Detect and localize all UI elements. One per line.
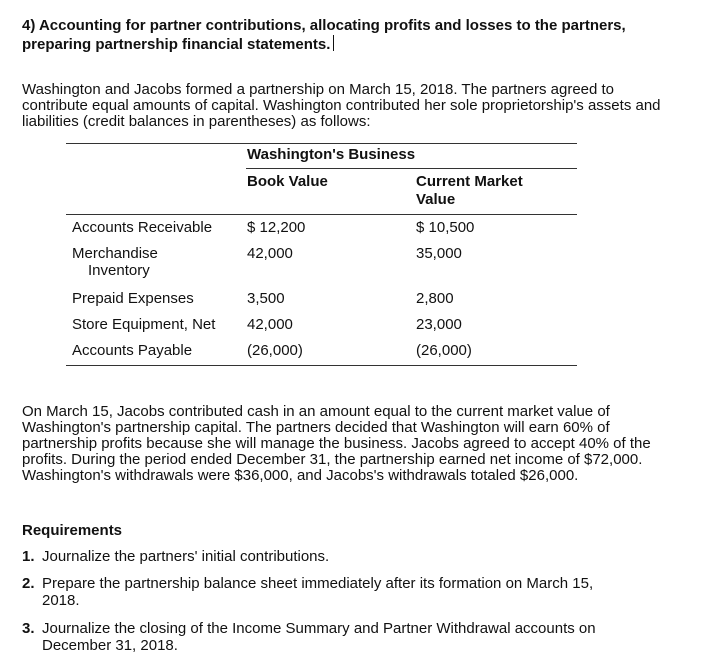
row-market: 2,800 [416,290,454,307]
group-header-rule [246,168,577,169]
scenario-paragraph: On March 15, Jacobs contributed cash in an amount equal to the current market value of Washington's partnership capital. The partners decided that Washington will earn 60% of partnership profits because she will manage the business. Jacobs agreed to accept 40% of the profits. During the period ended December 31, the partnership earned net income of $72,000. Washington's withdrawals were $36,000, and Jacobs's withdrawals totaled $26,000. [22,403,651,484]
row-market: (26,000) [416,342,472,359]
row-book: 42,000 [247,316,293,333]
row-label-cont: Inventory [88,262,150,279]
row-label: Prepaid Expenses [72,290,194,307]
intro-paragraph: Washington and Jacobs formed a partnership on March 15, 2018. The partners agreed to contribute equal amounts of capital. Washington contributed her sole proprietorship's assets and liabilities (credit balances in parentheses) as follows: [22,81,661,130]
row-label: Accounts Payable [72,342,193,359]
requirements-title: Requirements [22,522,123,539]
row-market: 35,000 [416,245,462,262]
header-bottom-rule [66,214,577,215]
row-book: 3,500 [247,290,285,307]
col-market-value-line1: Current Market [416,173,523,190]
table-top-rule [66,143,577,144]
col-market-value-line2: Value [416,191,456,208]
row-book: 42,000 [247,245,293,262]
problem-heading [22,16,662,54]
group-header: Washington's Business [247,146,416,163]
text-cursor [333,35,334,51]
col-book-value: Book Value [247,173,328,190]
table-bottom-rule [66,365,577,366]
row-label: Merchandise [72,245,158,262]
requirement-2: 2. Prepare the partnership balance sheet immediately after its formation on March 15, 2018. [22,575,594,609]
row-book: (26,000) [247,342,303,359]
row-market: $ 10,500 [416,219,475,236]
heading-text: 4) Accounting for partner contributions, allocating profits and losses to the partners, preparing partnership financial statements. [22,17,626,53]
row-label: Store Equipment, Net [72,316,216,333]
row-book: $ 12,200 [247,219,306,236]
requirement-3: 3. Journalize the closing of the Income Summary and Partner Withdrawal accounts on December 31, 2018. [22,620,596,654]
row-label: Accounts Receivable [72,219,213,236]
row-market: 23,000 [416,316,462,333]
requirement-1: 1. Journalize the partners' initial contributions. [22,548,330,565]
